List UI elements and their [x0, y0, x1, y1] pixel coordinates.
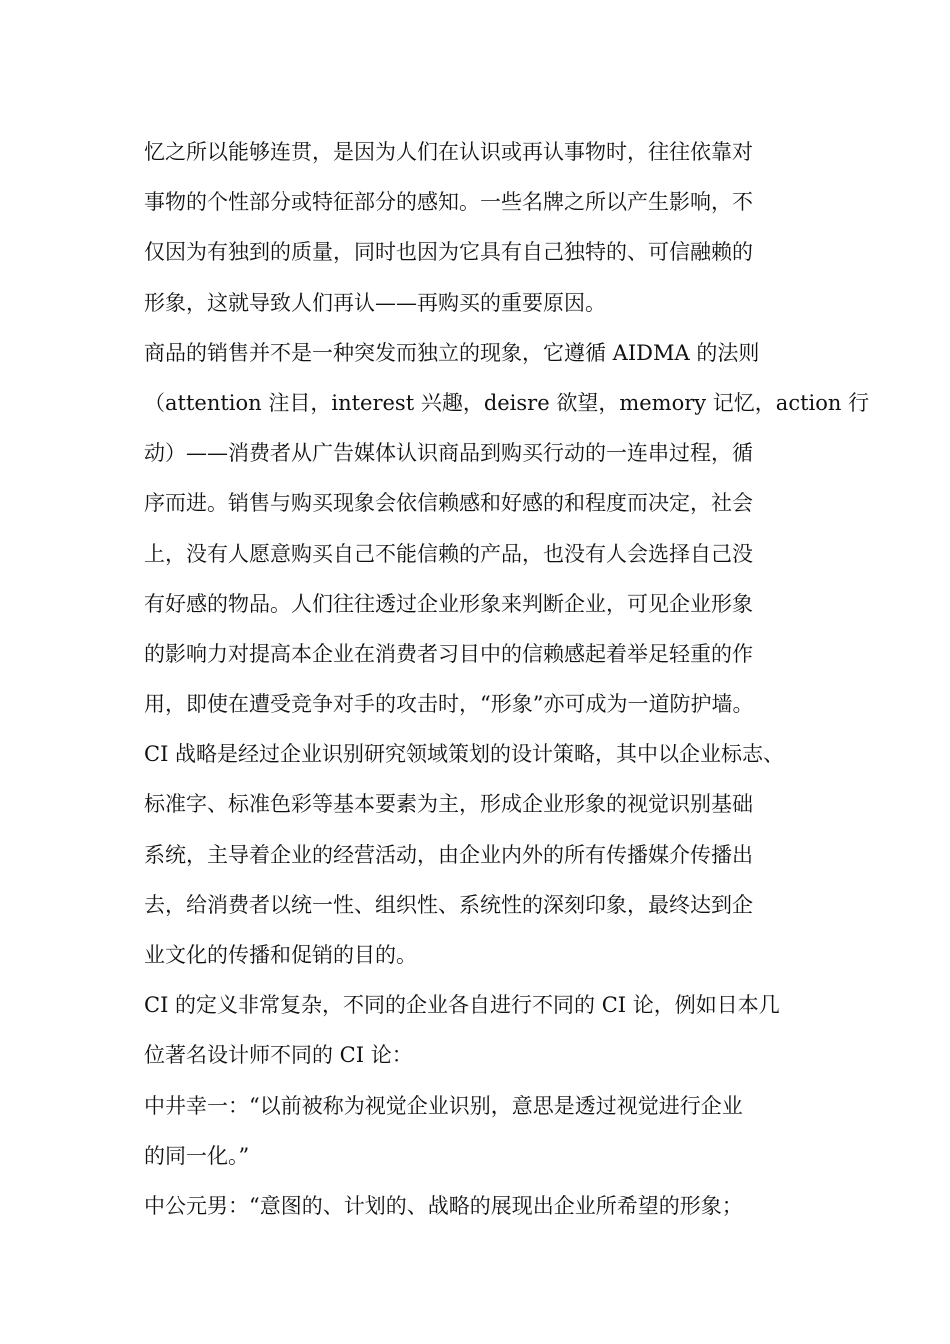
text-line: 系统，主导着企业的经营活动，由企业内外的所有传播媒介传播出 [144, 842, 753, 867]
text-line: 的同一化。” [144, 1143, 250, 1168]
text-line: 序而进。销售与购买现象会依信赖感和好感的和程度而决定，社会 [144, 491, 753, 516]
paragraph-ci-definition [144, 980, 824, 1080]
text-line: CI 战略是经过企业识别研究领域策划的设计策略，其中以企业标志、 [144, 742, 785, 767]
text-line: 事物的个性部分或特征部分的感知。一些名牌之所以产生影响，不 [144, 190, 753, 215]
text-line: 去，给消费者以统一性、组织性、系统性的深刻印象，最终达到企 [144, 892, 753, 917]
paragraph-quote-nakako [144, 1181, 824, 1231]
text-line: 商品的销售并不是一种突发而独立的现象，它遵循 AIDMA 的法则 [144, 340, 760, 365]
document-body [144, 127, 870, 1231]
text-line: 位著名设计师不同的 CI 论： [144, 1043, 413, 1068]
paragraph-brand-recognition [144, 127, 824, 328]
text-line: CI 的定义非常复杂，不同的企业各自进行不同的 CI 论，例如日本几 [144, 993, 780, 1018]
text-line: 有好感的物品。人们往往透过企业形象来判断企业，可见企业形象 [144, 591, 753, 616]
paragraph-quote-nakai [144, 1081, 824, 1181]
text-line: 形象，这就导致人们再认——再购买的重要原因。 [144, 290, 606, 315]
paragraph-aidma [144, 328, 870, 730]
text-line: 标准字、标准色彩等基本要素为主，形成企业形象的视觉识别基础 [144, 792, 753, 817]
text-line: 中井幸一：“以前被称为视觉企业识别，意思是透过视觉进行企业 [144, 1093, 743, 1118]
text-line: 业文化的传播和促销的目的。 [144, 943, 417, 967]
text-line: 中公元男：“意图的、计划的、战略的展现出企业所希望的形象； [144, 1193, 743, 1218]
text-line: 用，即使在遭受竞争对手的攻击时，“形象”亦可成为一道防护墙。 [144, 692, 754, 717]
text-line: 仅因为有独到的质量，同时也因为它具有自己独特的、可信融赖的 [144, 240, 753, 265]
text-line: 动）——消费者从广告媒体认识商品到购买行动的一连串过程，循 [144, 441, 753, 466]
text-line: （attention 注目，interest 兴趣，deisre 欲望，memory 记忆，action 行 [144, 390, 870, 415]
text-line: 的影响力对提高本企业在消费者习目中的信赖感起着举足轻重的作 [144, 641, 753, 666]
text-line: 上，没有人愿意购买自己不能信赖的产品，也没有人会选择自己没 [144, 541, 753, 566]
text-line: 忆之所以能够连贯，是因为人们在认识或再认事物时，往往依靠对 [144, 140, 753, 164]
paragraph-ci-strategy [144, 729, 824, 980]
